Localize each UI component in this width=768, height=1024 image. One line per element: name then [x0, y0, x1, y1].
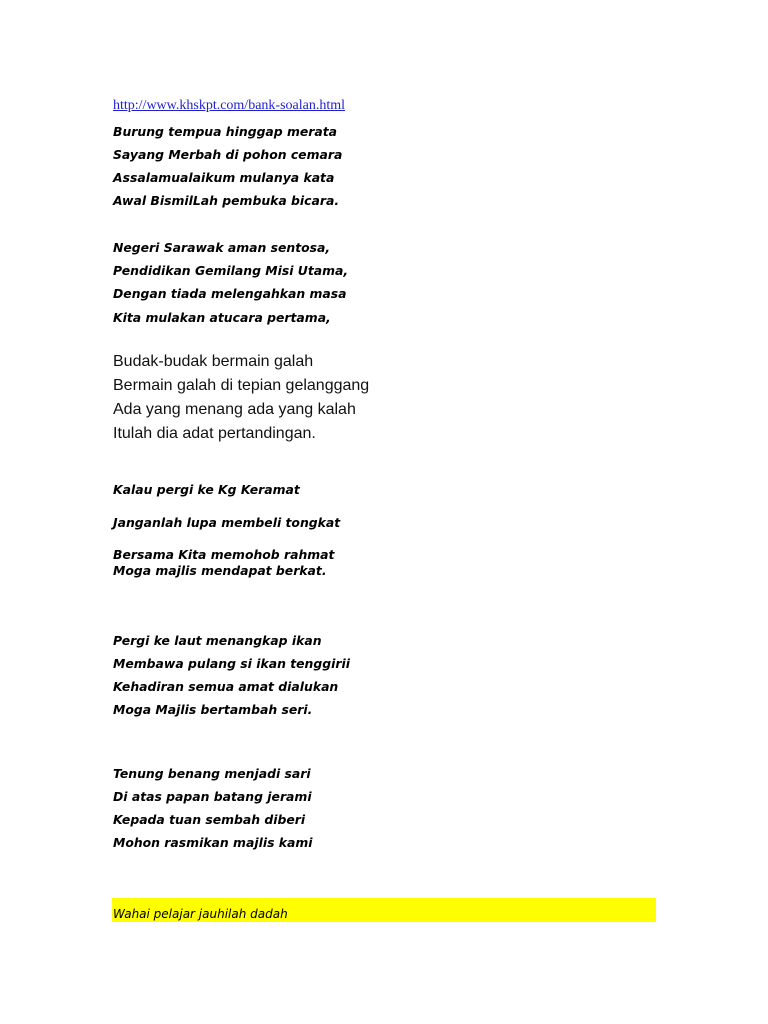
stanza-1-line-4: Awal BismilLah pembuka bicara. — [113, 193, 340, 208]
stanza-1-line-2: Sayang Merbah di pohon cemara — [113, 147, 343, 162]
stanza-6-line-3: Kepada tuan sembah diberi — [113, 812, 306, 827]
stanza-6-line-1: Tenung benang menjadi sari — [113, 766, 311, 781]
stanza-2-line-4: Kita mulakan atucara pertama, — [113, 310, 331, 325]
stanza-2-line-2: Pendidikan Gemilang Misi Utama, — [113, 263, 349, 278]
stanza-5-line-2: Membawa pulang si ikan tenggirii — [113, 656, 350, 671]
stanza-5-line-1: Pergi ke laut menangkap ikan — [113, 633, 322, 648]
stanza-2-line-3: Dengan tiada melengahkan masa — [113, 286, 347, 301]
stanza-4-line-1: Kalau pergi ke Kg Keramat — [113, 482, 300, 497]
stanza-1-line-1: Burung tempua hinggap merata — [113, 124, 338, 139]
highlighted-line: Wahai pelajar jauhilah dadah — [113, 907, 288, 921]
stanza-6-line-2: Di atas papan batang jerami — [113, 789, 312, 804]
stanza-6-line-4: Mohon rasmikan majlis kami — [113, 835, 313, 850]
stanza-3-line-4: Itulah dia adat pertandingan. — [113, 425, 316, 442]
stanza-4-line-3: Bersama Kita memohob rahmat — [113, 547, 335, 562]
stanza-2-line-1: Negeri Sarawak aman sentosa, — [113, 240, 331, 255]
source-link[interactable]: http://www.khskpt.com/bank-soalan.html — [113, 98, 346, 113]
stanza-3-line-1: Budak-budak bermain galah — [113, 353, 314, 370]
stanza-3-line-2: Bermain galah di tepian gelanggang — [113, 377, 370, 394]
stanza-4-line-2: Janganlah lupa membeli tongkat — [113, 515, 341, 530]
stanza-4-line-4: Moga majlis mendapat berkat. — [113, 563, 327, 578]
stanza-5-line-3: Kehadiran semua amat dialukan — [113, 679, 339, 694]
stanza-3-line-3: Ada yang menang ada yang kalah — [113, 401, 356, 418]
stanza-1-line-3: Assalamualaikum mulanya kata — [113, 170, 335, 185]
stanza-5-line-4: Moga Majlis bertambah seri. — [113, 702, 313, 717]
